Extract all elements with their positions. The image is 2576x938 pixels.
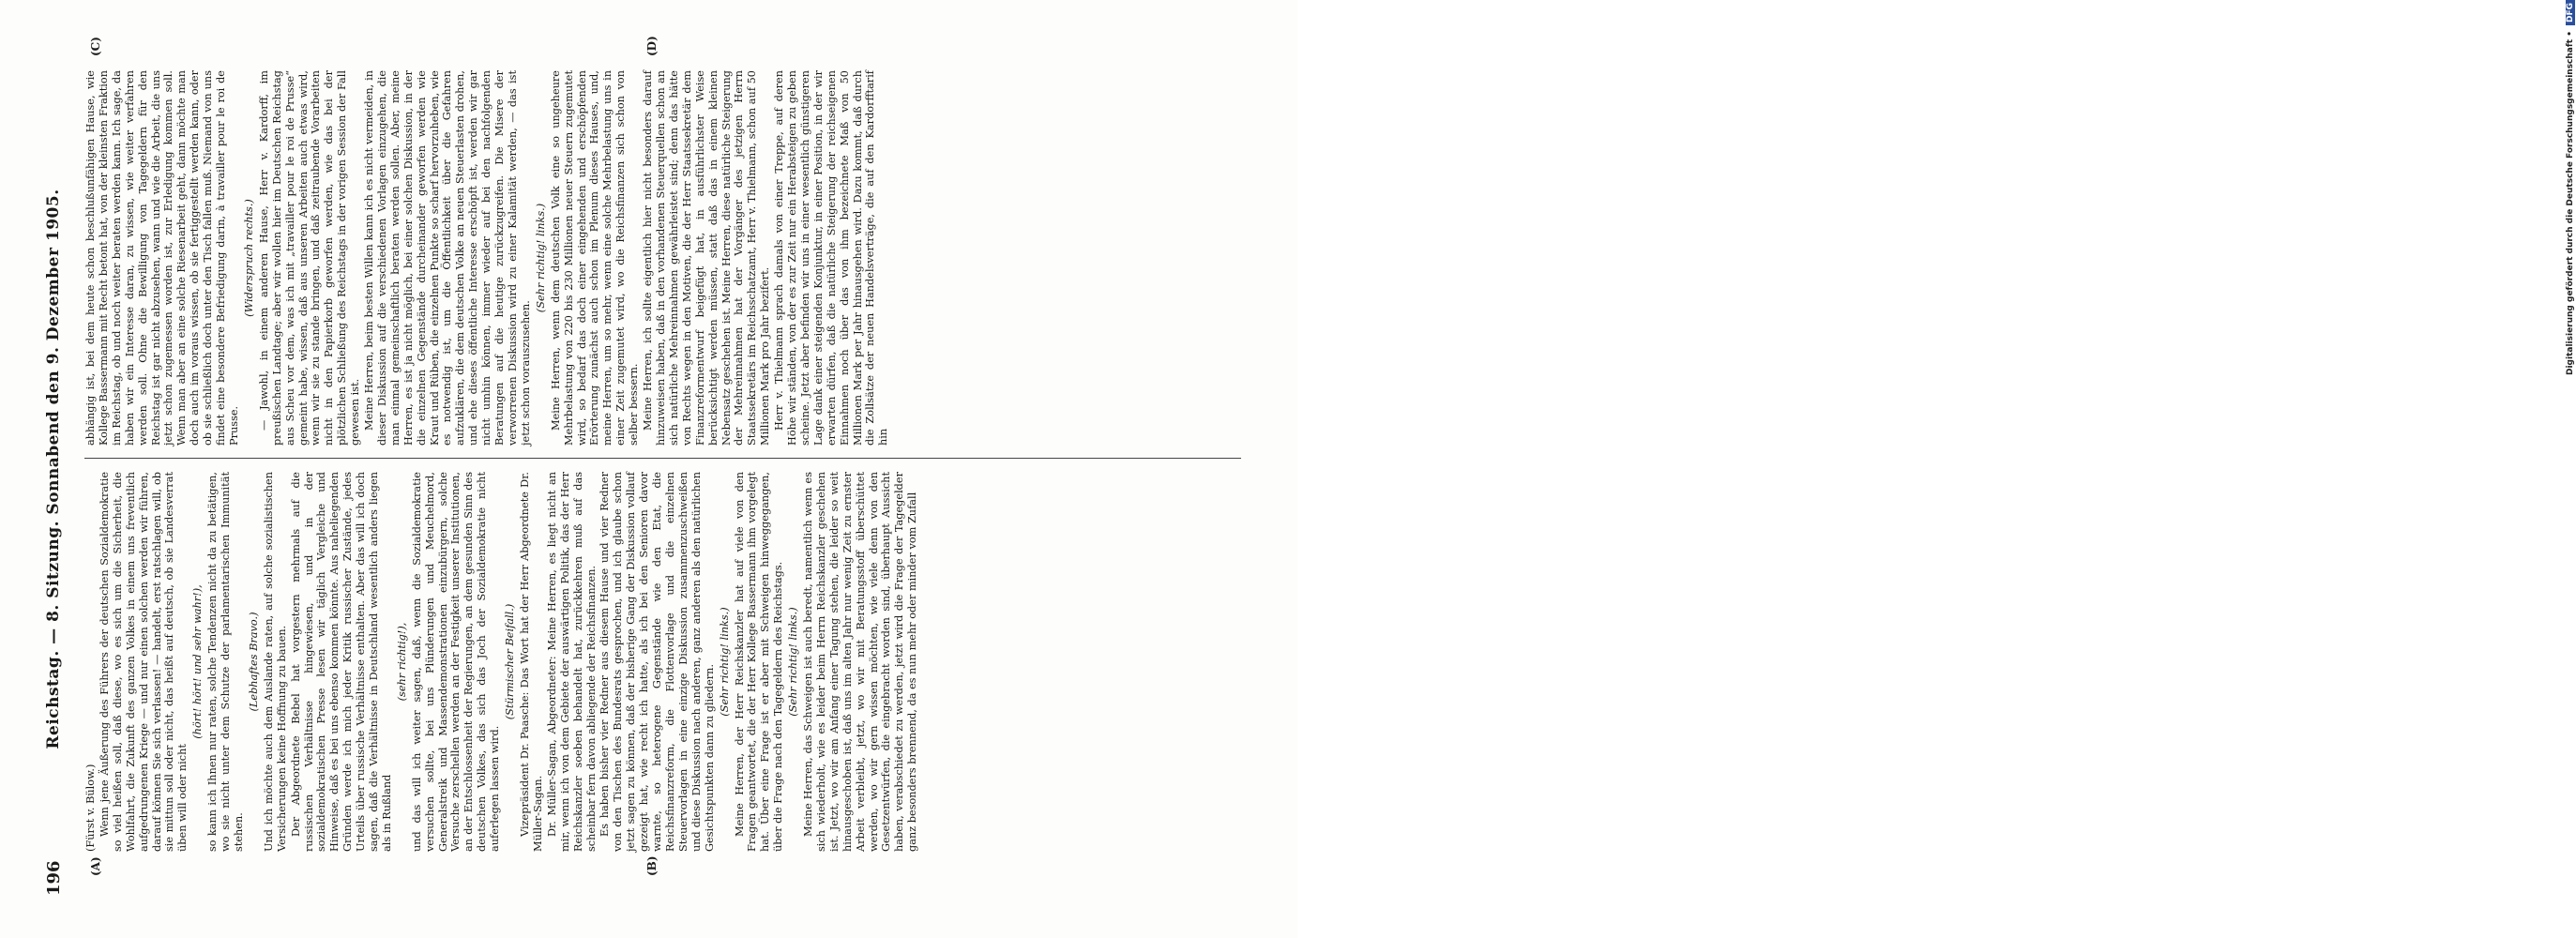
dfg-logo: DFG [2566, 0, 2575, 25]
paragraph: (Stürmischer Beifall.) [504, 603, 517, 720]
paragraph: (hört! hört! und sehr wahr!), [191, 584, 205, 739]
margin-marker-b: (B) [645, 855, 659, 876]
paragraph: und das will ich weiter sagen, daß, wenn die Sozialdemokratie versuchen sollte, bei uns Plünderungen und Meuchelmord, Generalstreik und Massendemonstrationen einzubürgern, solche Versuche zerschellen werden an der Festigkeit unserer Institutionen, an der Entschlossenheit der Regierungen, an dem gesunden Sinn des deutschen Volkes, das sich das Joch der Sozialdemokratie nicht auferlegen lassen wird. [410, 472, 502, 852]
page-title: Reichstag. — 8. Sitzung. Sonnabend den 9. Dezember 1905. [44, 189, 63, 749]
paragraph: Meine Herren, das Schweigen ist auch beredt, namentlich wenn es sich wiederholt, wie es leider beim Herrn Reichskanzler geschehen ist. Jetzt, wo wir am Anfang einer Tagung stehen, die leider so weit hinausgeschoben ist, daß uns im alten Jahr nur wenig Zeit zu ernster Arbeit verbleibt, jetzt, wo wir mit Beratungsstoff überschüttet werden, wo wir gern wissen möchten, wie viele denn von den Gesetzentwürfen, die eingebracht worden sind, überhaupt Aussicht haben, verabschiedet zu werden, jetzt wird die Frage der Tagegelder ganz besonders brennend, da es nun mehr oder minder vom Zufall [802, 472, 919, 852]
right-column [84, 70, 1241, 446]
page-header [38, 42, 69, 896]
paragraph: Der Abgeordnete Bebel hat vorgestern mehrmals auf die russischen Verhältnisse hingewiesen, und in der sozialdemokratischen Presse lesen wir täglich Vergleiche und Hinweise, daß es bei uns ebenso kommen könnte. Aus naheliegenden Gründen werde ich mich jeder Kritik russischer Zustände, jedes Urteils über russische Verhältnisse enthalten. Aber das will ich doch sagen, daß die Verhältnisse in Deutschland wesentlich anders liegen als in Rußland [289, 472, 393, 852]
paragraph: — Jawohl, in einem anderen Hause, Herr v. Kardorff, im preußischen Landtage; aber wir wollen hier im Deutschen Reichstag aus Scheu vor dem, was ich mit „travailler pour le roi de Prusse“ gemeint habe, wissen, daß aus unseren Arbeiten auch etwas wird, wenn wir sie zu stande bringen, und daß zeitraubende Vorarbeiten nicht in den Papierkorb geworfen werden, wie das bei der plötzlichen Schließung des Reichstags in der vorigen Session der Fall gewesen ist. [257, 70, 362, 446]
paragraph: abhängig ist, bei dem heute schon beschlußunfähigen Hause, wie Kollege Bassermann mit Recht betont hat, von der kleinsten Fraktion im Reichstag, ob und noch weiter beraten werden kann. Ich sage, da haben wir ein Interesse daran, zu wissen, wie weiter verfahren werden soll. Ohne die Bewilligung von Tagegeldern für den Reichstag ist gar nicht abzusehen, wann und wie die Arbeit, die uns jetzt schon zugemessen worden ist, zur Erledigung kommen soll. Wenn man aber an eine solche Riesenarbeit geht, dann möchte man doch auch im voraus wissen, ob sie fertiggestellt werden kann, oder ob sie schließlich doch unter den Tisch fallen muß. Niemand von uns findet eine besondere Befriedigung darin, à travailler pour le roi de Prusse. [84, 70, 240, 446]
left-column [84, 472, 1241, 852]
paragraph: (Sehr richtig! links.) [534, 203, 547, 313]
paragraph: (Widerspruch rechts.) [242, 199, 255, 317]
margin-marker-c: (C) [89, 37, 102, 56]
paragraph: (sehr richtig!), [395, 622, 408, 702]
paragraph: Meine Herren, beim besten Willen kann ich es nicht vermeiden, in dieser Diskussion auf die verschiedenen Vorlagen einzugehen, die man einmal gemeinschaftlich beraten werden sollen. Aber, meine Herren, es ist ja nicht möglich, bei einer solchen Diskussion, in der die einzelnen Gegenstände durcheinander geworfen werden wie Kraut und Rüben, die einzelnen Punkte so scharf hervorzuheben, wie es notwendig ist, um die Öffentlichkeit über die Gefahren aufzuklären, die dem deutschen Volke an neuen Steuerlasten drohen, und ehe dieses öffentliche Interesse erschöpft ist, werden wir gar nicht umhin können, immer wieder auf bei den nachfolgenden Beratungen auf die heutige zurückzugreifen. Die Misere der verworrenen Diskussion wird zu einer Kalamität werden, — das ist jetzt schon vorauszusehen. [363, 70, 532, 446]
paragraph: (Lebhaftes Bravo.) [247, 612, 260, 712]
paragraph: Meine Herren, wenn dem deutschen Volk eine so ungeheure Mehrbelastung von 220 bis 230 Millionen neuer Steuern zugemutet wird, so bedarf das doch einer eingehenden und erschöpfenden Erörterung zunächst auch schon im Plenum dieses Hauses, und, meine Herren, um so mehr, wenn eine solche Mehrbelastung uns in einer Zeit zugemutet wird, wo die Reichsfinanzen sich schon von selber bessern. [549, 70, 641, 446]
margin-marker-a: (A) [89, 856, 102, 876]
column-divider [84, 458, 1241, 459]
paragraph: (Sehr richtig! links.) [787, 607, 800, 717]
paragraph: Und ich möchte auch dem Auslande raten, auf solche sozialistischen Versicherungen keine Hoffnung zu bauen. [262, 472, 288, 852]
paragraph: Herr v. Thielmann sprach damals von einer Treppe, auf deren Höhe wir ständen, von der es zur Zeit nur ein Herabsteigen zu geben scheine. Jetzt aber befinden wir uns in einer wesentlich günstigeren Lage dank einer steigenden Konjunktur, in einer Position, in der wir erwarten dürfen, daß die natürliche Steigerung der reichseigenen Einnahmen noch über das von ihm bezeichnete Maß von 50 Millionen Mark per Jahr hinausgehen wird. Dazu kommt, daß durch die Zollsätze der neuen Handelsverträge, die auf den Kardorfftarif hin [773, 70, 890, 446]
digitization-credit [1279, 0, 2575, 938]
paragraph: Vizepräsident Dr. Paasche: Das Wort hat der Herr Abgeordnete Dr. Müller-Sagan. [519, 472, 544, 852]
margin-marker-d: (D) [645, 36, 659, 56]
credit-text: Digitalisierung gefördert durch die Deutsche Forschungsgemeinschaft • [2566, 31, 2575, 375]
paragraph: so kann ich Ihnen nur raten, solche Tendenzen nicht da zu betätigen, wo sie nicht unter dem Schutze der parlamentarischen Immunität stehen. [206, 472, 245, 852]
paragraph: Wenn jene Äußerung des Führers der deutschen Sozialdemokratie so viel heißen soll, daß diese, wo es sich um die Sicherheit, die Wohlfahrt, die Zukunft des ganzen Volkes in einem uns freventlich aufgedrungenen Kriege — und nur einen solchen werden wir führen, darauf können Sie sich verlassen! — handelt, erst ratschlagen will, ob sie mittun soll oder nicht, das heißt auf deutsch, ob sie Landesverrat üben will oder nicht [98, 472, 189, 852]
paragraph: (Sehr richtig! links.) [718, 607, 731, 717]
paragraph: Meine Herren, ich sollte eigentlich hier nicht besonders darauf hinzuweisen haben, daß in den vorhandenen Steuerquellen schon an sich natürliche Mehreinnahmen gewährleistet sind; denn das hätte von Rechts wegen in den Motiven, die der Herr Staatssekretär dem Finanzreformentwurf beigefügt hat, in ausführlichster Weise berücksichtigt werden müssen, statt daß das in einem kleinen Nebensatz geschehen ist. Meine Herren, diese natürliche Steigerung der Mehreinnahmen hat der Vorgänger des jetzigen Herrn Staatssekretärs im Reichsschatzamt, Herr v. Thielmann, schon auf 50 Millionen Mark pro Jahr bezifert. [642, 70, 772, 446]
paragraph: (Fürst v. Bülow.) [84, 764, 97, 852]
paragraph: Dr. Müller-Sagan, Abgeordneter: Meine Herren, es liegt nicht an mir, wenn ich von dem Gebiete der auswärtigen Politik, das der Herr Reichskanzler soeben behandelt hat, zurückkehren muß auf das scheinbar fern davon abliegende der Reichsfinanzen. [545, 472, 598, 852]
page-number: 196 [43, 860, 64, 896]
paragraph: Es haben bisher vier Redner aus diesem Hause und vier Redner von den Tischen des Bundesrats gesprochen, und ich glaube schon jetzt sagen zu können, daß der bisherige Gang der Diskussion vollauf gezeigt hat, wie recht ich hatte, als ich bei den Senioren davor warnte, so heterogene Gegenstände wie den Etat, die Reichsfinanzreform, die Flottenvorlage und die einzelnen Steuervorlagen in eine einzige Diskussion zusammenzuschweißen und diese Diskussion nach anderen, ganz anderen als den natürlichen Gesichtspunkten dann zu gliedern. [599, 472, 716, 852]
paragraph: Meine Herren, der Herr Reichskanzler hat auf viele von den Fragen geantwortet, die der Herr Kollege Bassermann ihm vorgelegt hat. Über eine Frage ist er aber mit Schweigen hinweggegangen, über die Frage nach den Tagegeldern des Reichstags. [733, 472, 785, 852]
